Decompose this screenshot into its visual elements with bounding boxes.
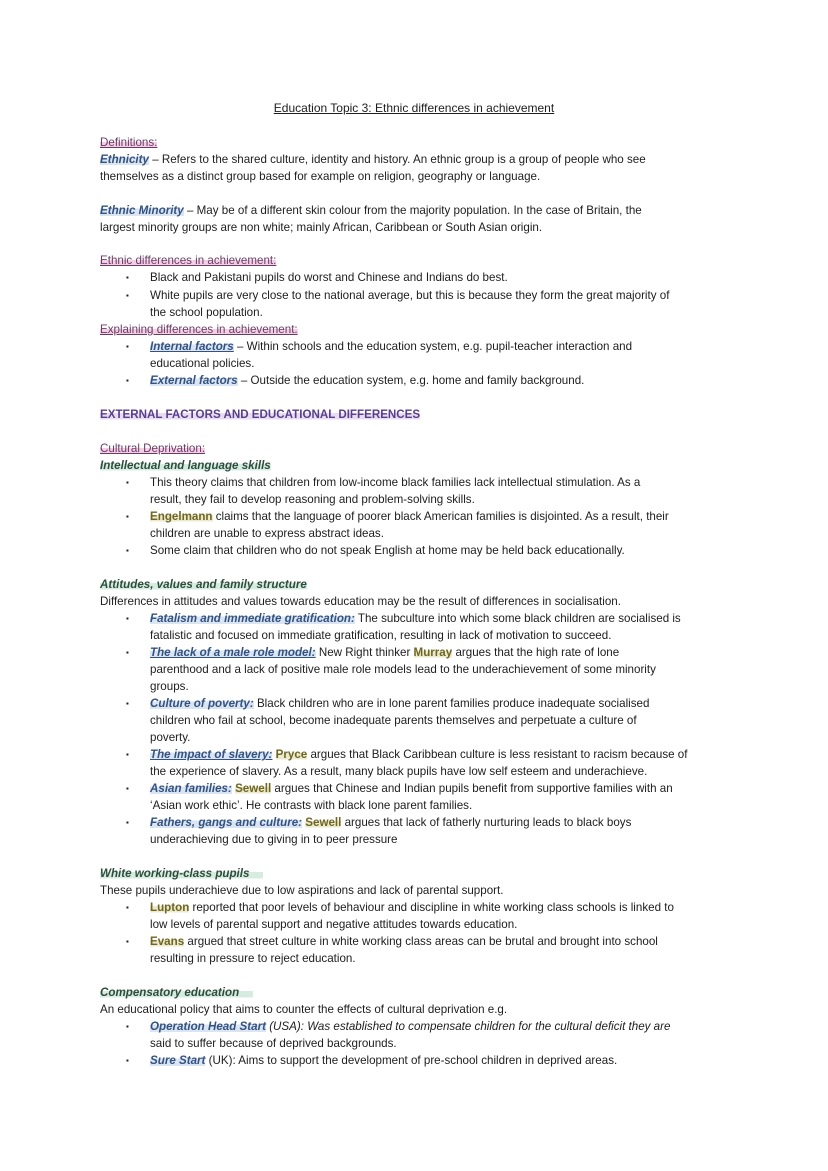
list-item: Internal factors – Within schools and the education system, e.g. pupil-teacher interaction and: [150, 340, 633, 353]
minority-definition: Ethnic Minority – May be of a different skin colour from the majority population. In the case of Britain, the: [100, 204, 642, 217]
paragraph: An educational policy that aims to counter the effects of cultural deprivation e.g.: [100, 1003, 508, 1016]
author-name: Pryce: [275, 748, 308, 761]
bullet-icon: ▪: [126, 1056, 129, 1065]
bullet-icon: ▪: [126, 648, 129, 657]
list-item: Engelmann claims that the language of poorer black American families is disjointed. As a result, their: [150, 510, 669, 523]
bullet-icon: ▪: [126, 614, 129, 623]
author-name: Evans: [150, 935, 185, 948]
list-item: Sure Start (UK): Aims to support the development of pre-school children in deprived areas.: [150, 1054, 618, 1067]
minority-definition-cont: largest minority groups are non white; mainly African, Caribbean or South Asian origin.: [100, 221, 543, 234]
list-item-cont: underachieving due to giving in to peer pressure: [150, 833, 398, 846]
subheading: Compensatory education: [100, 984, 253, 1001]
bullet-icon: ▪: [126, 342, 129, 351]
bullet-icon: ▪: [126, 750, 129, 759]
list-item: Fathers, gangs and culture: Sewell argues that lack of fatherly nurturing leads to black boys: [150, 816, 632, 829]
bullet-icon: ▪: [126, 512, 129, 521]
author-name: Murray: [413, 646, 453, 659]
list-item-cont: low levels of parental support and negative attitudes towards education.: [150, 918, 518, 931]
list-item: White pupils are very close to the national average, but this is because they form the great majority of: [150, 289, 670, 302]
list-item: Fatalism and immediate gratification: The subculture into which some black children are socialised is: [150, 612, 681, 625]
author-name: Lupton: [150, 901, 190, 914]
subheading: Intellectual and language skills: [100, 459, 271, 472]
bullet-icon: ▪: [126, 903, 129, 912]
list-item: Black and Pakistani pupils do worst and Chinese and Indians do best.: [150, 271, 508, 284]
list-item: External factors – Outside the education system, e.g. home and family background.: [150, 374, 585, 387]
bullet-icon: ▪: [126, 784, 129, 793]
list-item: Some claim that children who do not speak English at home may be held back educationally.: [150, 544, 625, 557]
bullet-icon: ▪: [126, 291, 129, 300]
bullet-icon: ▪: [126, 699, 129, 708]
list-item-cont: ‘Asian work ethic’. He contrasts with black lone parent families.: [150, 799, 473, 812]
list-item: Operation Head Start (USA): Was established to compensate children for the cultural deficit they are: [150, 1020, 671, 1033]
ethnicity-definition: Ethnicity – Refers to the shared culture, identity and history. An ethnic group is a group of people who see: [100, 153, 646, 166]
section-heading: EXTERNAL FACTORS AND EDUCATIONAL DIFFERENCES: [100, 408, 421, 421]
page-title: Education Topic 3: Ethnic differences in achievement: [273, 101, 555, 115]
list-item: The impact of slavery: Pryce argues that Black Caribbean culture is less resistant to racism because of: [150, 748, 688, 761]
minority-term: Ethnic Minority: [100, 204, 184, 217]
author-name: Sewell: [235, 782, 272, 795]
ethnicity-term: Ethnicity: [100, 153, 149, 166]
list-item-cont: educational policies.: [150, 357, 255, 370]
list-item: Evans argued that street culture in white working class areas can be brutal and brought into school: [150, 935, 658, 948]
bullet-icon: ▪: [126, 376, 129, 385]
ethnicity-definition-cont: themselves as a distinct group based for example on religion, geography or language.: [100, 170, 541, 183]
author-name: Engelmann: [150, 510, 213, 523]
cultural-deprivation-heading: Cultural Deprivation:: [100, 442, 206, 455]
list-item-cont: children who fail at school, become inadequate parents themselves and perpetuate a culture of: [150, 714, 637, 727]
list-item: Lupton reported that poor levels of behaviour and discipline in white working class schools is linked to: [150, 901, 674, 914]
list-item: Asian families: Sewell argues that Chinese and Indian pupils benefit from supportive families with an: [150, 782, 673, 795]
list-item-cont: fatalistic and focused on immediate gratification, resulting in lack of motivation to succeed.: [150, 629, 612, 642]
list-item-cont: poverty.: [150, 731, 191, 744]
list-item-cont: children are unable to express abstract ideas.: [150, 527, 384, 540]
list-item-cont: parenthood and a lack of positive male role models lead to the underachievement of some minority: [150, 663, 656, 676]
bullet-icon: ▪: [126, 1022, 129, 1031]
definitions-heading: Definitions:: [100, 136, 158, 149]
paragraph: Differences in attitudes and values towards education may be the result of differences in socialisation.: [100, 595, 621, 608]
list-item: The lack of a male role model: New Right thinker Murray argues that the high rate of lone: [150, 646, 620, 659]
differences-heading: Ethnic differences in achievement:: [100, 254, 277, 267]
list-item-cont: the school population.: [150, 306, 263, 319]
bullet-icon: ▪: [126, 546, 129, 555]
list-item-cont: the experience of slavery. As a result, many black pupils have low self esteem and underachieve.: [150, 765, 648, 778]
subheading: Attitudes, values and family structure: [100, 578, 307, 591]
list-item: This theory claims that children from low-income black families lack intellectual stimulation. As a: [150, 476, 641, 489]
subheading: White working-class pupils: [100, 865, 263, 882]
bullet-icon: ▪: [126, 478, 129, 487]
bullet-icon: ▪: [126, 818, 129, 827]
internal-factors-term: Internal factors: [150, 340, 234, 353]
list-item-cont: resulting in pressure to reject education.: [150, 952, 356, 965]
list-item-cont: result, they fail to develop reasoning and problem-solving skills.: [150, 493, 475, 506]
bullet-icon: ▪: [126, 937, 129, 946]
external-factors-term: External factors: [150, 374, 238, 387]
paragraph: These pupils underachieve due to low aspirations and lack of parental support.: [100, 884, 504, 897]
list-item-cont: groups.: [150, 680, 189, 693]
list-item: Culture of poverty: Black children who are in lone parent families produce inadequate socialised: [150, 697, 650, 710]
bullet-icon: ▪: [126, 273, 129, 282]
list-item-cont: said to suffer because of deprived backgrounds.: [150, 1037, 397, 1050]
author-name: Sewell: [305, 816, 342, 829]
explaining-heading: Explaining differences in achievement:: [100, 323, 298, 336]
